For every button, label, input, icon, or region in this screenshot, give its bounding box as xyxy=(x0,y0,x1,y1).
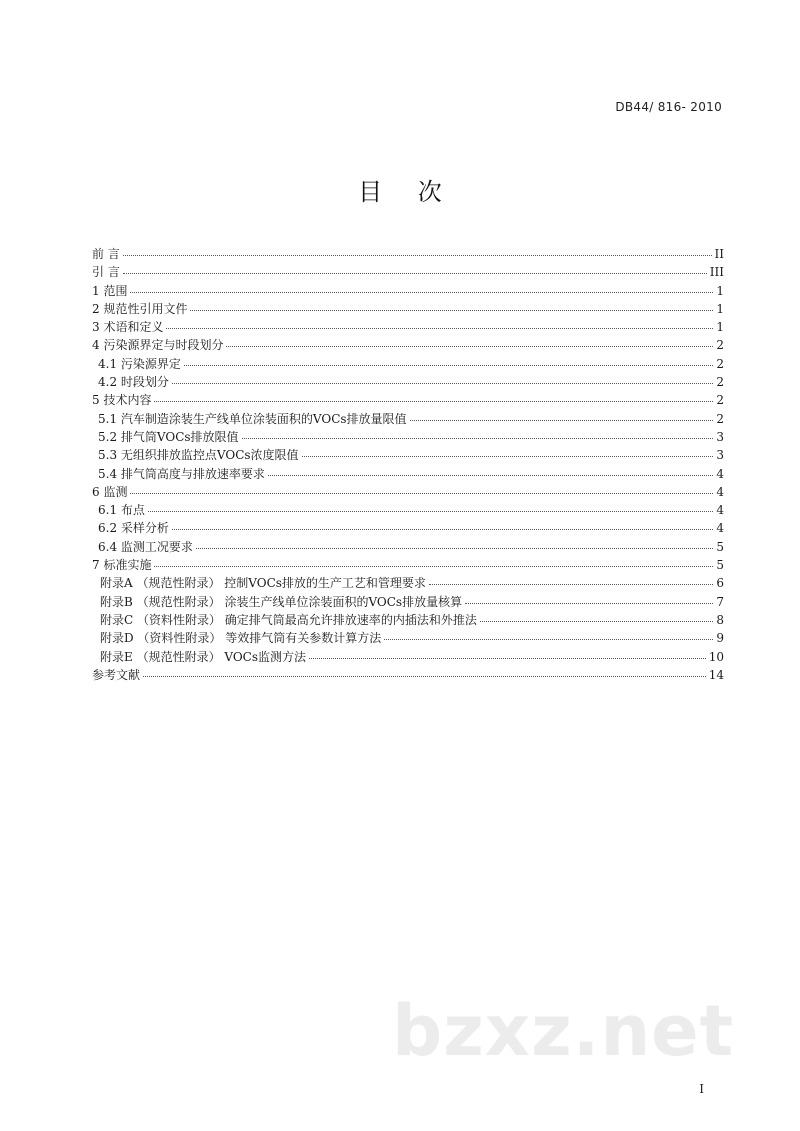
toc-entry[interactable] xyxy=(92,410,724,428)
toc-entry-label: 6.1 布点 xyxy=(98,503,145,518)
toc-leader-dots xyxy=(123,254,712,256)
toc-entry-page: 4 xyxy=(716,521,724,536)
table-of-contents xyxy=(92,245,724,684)
toc-entry-label: 6.2 采样分析 xyxy=(98,521,169,536)
toc-entry-label: 5 技术内容 xyxy=(92,393,152,408)
toc-entry-page: 9 xyxy=(716,631,724,646)
toc-leader-dots xyxy=(465,602,713,604)
toc-entry[interactable] xyxy=(92,428,724,446)
toc-leader-dots xyxy=(154,565,713,567)
toc-entry-label: 附录C （资料性附录） 确定排气筒最高允许排放速率的内插法和外推法 xyxy=(100,612,477,627)
toc-entry[interactable] xyxy=(92,391,724,409)
toc-entry-label: 1 范围 xyxy=(92,283,128,298)
toc-entry-page: 7 xyxy=(716,594,724,609)
toc-entry-page: 5 xyxy=(716,539,724,554)
toc-entry-page: 4 xyxy=(716,466,724,481)
toc-entry-label: 5.3 无组织排放监控点VOCs浓度限值 xyxy=(98,448,299,463)
toc-entry-label: 附录B （规范性附录） 涂装生产线单位涂装面积的VOCs排放量核算 xyxy=(100,594,463,609)
toc-leader-dots xyxy=(429,583,713,585)
toc-entry-page: 3 xyxy=(716,448,724,463)
toc-leader-dots xyxy=(130,492,713,494)
toc-leader-dots xyxy=(309,657,706,659)
toc-entry-page: 4 xyxy=(716,484,724,499)
page-number: I xyxy=(699,1082,704,1096)
toc-entry-page: II xyxy=(714,247,724,261)
toc-leader-dots xyxy=(166,327,713,329)
toc-leader-dots xyxy=(242,437,713,439)
toc-entry-page: III xyxy=(709,265,724,280)
toc-entry-label: 6 监测 xyxy=(92,484,128,499)
toc-leader-dots xyxy=(302,455,713,457)
toc-entry-page: 2 xyxy=(716,393,724,408)
toc-leader-dots xyxy=(154,400,713,402)
toc-entry[interactable] xyxy=(92,501,724,519)
toc-leader-dots xyxy=(172,382,713,384)
toc-leader-dots xyxy=(226,345,713,347)
toc-title: 目 次 xyxy=(358,178,456,206)
toc-leader-dots xyxy=(172,528,713,530)
toc-entry-page: 14 xyxy=(708,667,724,682)
toc-entry[interactable] xyxy=(92,373,724,391)
toc-entry[interactable] xyxy=(92,519,724,537)
toc-entry[interactable] xyxy=(92,538,724,556)
toc-entry-label: 引 言 xyxy=(92,265,120,280)
toc-entry-page: 2 xyxy=(716,411,724,426)
toc-entry-page: 2 xyxy=(716,375,724,390)
toc-leader-dots xyxy=(196,547,713,549)
toc-entry-label: 2 规范性引用文件 xyxy=(92,301,188,316)
toc-leader-dots xyxy=(410,419,713,421)
toc-entry-page: 1 xyxy=(716,301,724,316)
toc-entry[interactable] xyxy=(92,300,724,318)
toc-leader-dots xyxy=(123,272,707,274)
toc-entry[interactable] xyxy=(92,282,724,300)
toc-entry-label: 4.2 时段划分 xyxy=(98,375,169,390)
toc-leader-dots xyxy=(184,364,713,366)
toc-leader-dots xyxy=(480,620,713,622)
toc-entry-label: 6.4 监测工况要求 xyxy=(98,539,193,554)
toc-leader-dots xyxy=(268,474,713,476)
toc-entry-label: 参考文献 xyxy=(92,667,141,682)
toc-leader-dots xyxy=(143,675,706,677)
toc-entry-label: 5.1 汽车制造涂装生产线单位涂装面积的VOCs排放量限值 xyxy=(98,411,407,426)
toc-entry-page: 1 xyxy=(716,283,724,298)
toc-entry-page: 4 xyxy=(716,503,724,518)
toc-entry[interactable] xyxy=(92,446,724,464)
toc-entry[interactable] xyxy=(92,556,724,574)
toc-entry-label: 5.2 排气筒VOCs排放限值 xyxy=(98,429,239,444)
toc-entry[interactable] xyxy=(92,666,724,684)
toc-entry-label: 附录A （规范性附录） 控制VOCs排放的生产工艺和管理要求 xyxy=(100,576,426,591)
document-code: DB44/ 816- 2010 xyxy=(615,100,722,114)
toc-entry-label: 3 术语和定义 xyxy=(92,320,164,335)
toc-entry-page: 10 xyxy=(708,649,724,664)
toc-entry[interactable] xyxy=(92,465,724,483)
toc-entry[interactable] xyxy=(92,574,724,592)
toc-entry-label: 附录D （资料性附录） 等效排气筒有关参数计算方法 xyxy=(100,631,382,646)
toc-entry-page: 3 xyxy=(716,429,724,444)
toc-leader-dots xyxy=(190,309,713,311)
toc-entry-label: 附录E （规范性附录） VOCs监测方法 xyxy=(100,649,307,664)
toc-entry[interactable] xyxy=(92,263,724,281)
toc-leader-dots xyxy=(384,638,713,640)
toc-entry-label: 4 污染源界定与时段划分 xyxy=(92,338,224,353)
toc-entry[interactable] xyxy=(92,245,724,263)
toc-entry-page: 2 xyxy=(716,338,724,353)
toc-entry[interactable] xyxy=(92,483,724,501)
toc-entry-page: 2 xyxy=(716,356,724,371)
toc-entry-page: 8 xyxy=(716,612,724,627)
toc-entry[interactable] xyxy=(92,355,724,373)
toc-entry-label: 4.1 污染源界定 xyxy=(98,356,181,371)
toc-leader-dots xyxy=(130,291,713,293)
toc-entry-page: 1 xyxy=(716,320,724,335)
toc-entry-page: 5 xyxy=(716,558,724,573)
toc-leader-dots xyxy=(148,510,713,512)
toc-entry[interactable] xyxy=(92,611,724,629)
watermark: bzxz.net xyxy=(392,990,735,1072)
toc-entry-label: 7 标准实施 xyxy=(92,558,152,573)
toc-entry[interactable] xyxy=(92,648,724,666)
toc-entry[interactable] xyxy=(92,593,724,611)
toc-entry-label: 5.4 排气筒高度与排放速率要求 xyxy=(98,466,265,481)
toc-entry[interactable] xyxy=(92,336,724,354)
toc-entry[interactable] xyxy=(92,629,724,647)
toc-entry[interactable] xyxy=(92,318,724,336)
toc-entry-label: 前 言 xyxy=(92,247,120,261)
toc-entry-page: 6 xyxy=(716,576,724,591)
